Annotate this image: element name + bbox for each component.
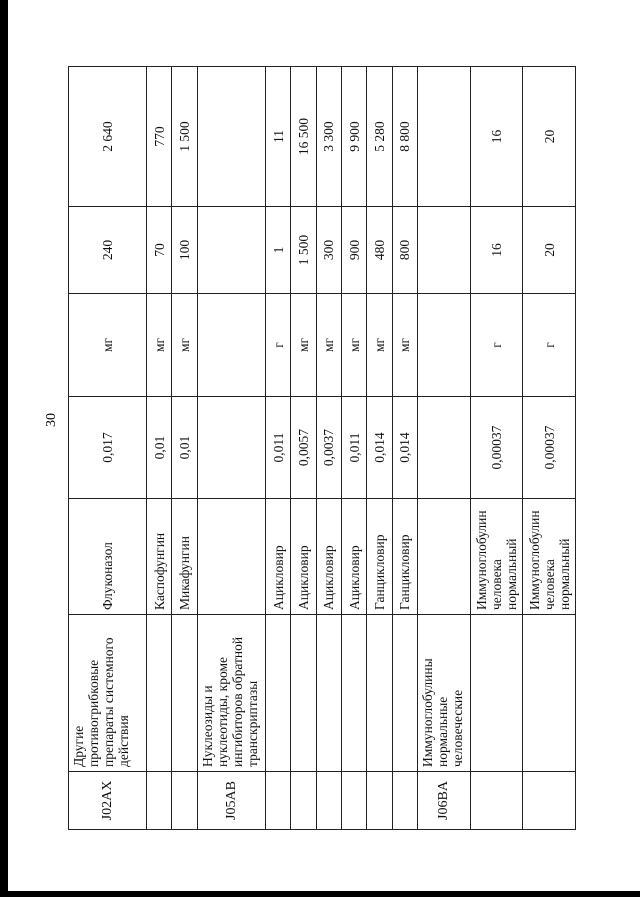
daily-dose-cell: 1 [266, 207, 291, 294]
drug-name-cell: Ганцикловир [367, 499, 392, 615]
drug-name-cell: Ацикловир [291, 499, 316, 615]
dose-value-cell: 0,017 [69, 397, 147, 499]
atc-code-cell [341, 772, 366, 830]
pharma-group-cell [266, 615, 291, 772]
course-dose-cell: 9 900 [341, 67, 366, 207]
drug-name-cell: Иммуноглобулин человека нормальный [523, 499, 576, 615]
daily-dose-cell [197, 207, 266, 294]
table-row [392, 67, 417, 830]
drug-name-cell [197, 499, 266, 615]
daily-dose-cell: 480 [367, 207, 392, 294]
dose-value-cell [417, 397, 470, 499]
dose-unit-cell: мг [392, 294, 417, 397]
scan-edge-left [0, 0, 8, 897]
course-dose-cell: 5 280 [367, 67, 392, 207]
daily-dose-cell: 100 [172, 207, 197, 294]
dose-unit-cell: мг [316, 294, 341, 397]
course-dose-cell: 1 500 [172, 67, 197, 207]
pharma-group-cell: Нуклеозиды и нуклеотиды, кроме ингибиторов обратной транскриптазы [197, 615, 266, 772]
daily-dose-cell: 16 [470, 207, 523, 294]
dose-value-cell: 0,0057 [291, 397, 316, 499]
dose-unit-cell: мг [147, 294, 172, 397]
dose-unit-cell [417, 294, 470, 397]
drug-name-cell: Каспофунгин [147, 499, 172, 615]
table-row [367, 67, 392, 830]
course-dose-cell: 770 [147, 67, 172, 207]
atc-code-cell [523, 772, 576, 830]
table-row [147, 67, 172, 830]
course-dose-cell: 11 [266, 67, 291, 207]
pharma-group-cell [367, 615, 392, 772]
table-row [341, 67, 366, 830]
table-row [291, 67, 316, 830]
dose-value-cell: 0,01 [172, 397, 197, 499]
pharma-group-cell: Другие противогрибковые препараты системного действия [69, 615, 147, 772]
drug-name-cell: Флуконазол [69, 499, 147, 615]
pharma-group-cell [470, 615, 523, 772]
dose-unit-cell: мг [367, 294, 392, 397]
atc-code-cell [316, 772, 341, 830]
table-row [470, 67, 523, 830]
table-body [69, 67, 576, 830]
dose-value-cell: 0,0037 [316, 397, 341, 499]
table-row [172, 67, 197, 830]
course-dose-cell: 20 [523, 67, 576, 207]
drug-name-cell [417, 499, 470, 615]
dose-value-cell: 0,011 [266, 397, 291, 499]
daily-dose-cell: 300 [316, 207, 341, 294]
scan-edge-bottom [0, 891, 640, 897]
rotated-table-container [68, 67, 576, 830]
course-dose-cell: 2 640 [69, 67, 147, 207]
drug-name-cell: Ацикловир [341, 499, 366, 615]
dose-unit-cell [197, 294, 266, 397]
dose-value-cell: 0,014 [392, 397, 417, 499]
daily-dose-cell: 1 500 [291, 207, 316, 294]
dose-unit-cell: мг [69, 294, 147, 397]
atc-code-cell [470, 772, 523, 830]
dose-value-cell: 0,00037 [470, 397, 523, 499]
daily-dose-cell: 800 [392, 207, 417, 294]
dose-unit-cell: г [523, 294, 576, 397]
dose-value-cell [197, 397, 266, 499]
dose-unit-cell: мг [341, 294, 366, 397]
pharma-group-cell [523, 615, 576, 772]
atc-code-cell [367, 772, 392, 830]
atc-code-cell [392, 772, 417, 830]
daily-dose-cell [417, 207, 470, 294]
drug-name-cell: Ганцикловир [392, 499, 417, 615]
pharma-group-cell [392, 615, 417, 772]
pharma-group-cell [172, 615, 197, 772]
daily-dose-cell: 20 [523, 207, 576, 294]
drug-name-cell: Ацикловир [316, 499, 341, 615]
atc-code-cell [147, 772, 172, 830]
atc-code-cell: J05AB [197, 772, 266, 830]
dose-unit-cell: г [470, 294, 523, 397]
drug-name-cell: Ацикловир [266, 499, 291, 615]
drug-name-cell: Иммуноглобулин человека нормальный [470, 499, 523, 615]
course-dose-cell: 8 800 [392, 67, 417, 207]
course-dose-cell [417, 67, 470, 207]
course-dose-cell: 16 [470, 67, 523, 207]
table-row [197, 67, 266, 830]
course-dose-cell: 3 300 [316, 67, 341, 207]
table-row [69, 67, 147, 830]
atc-code-cell: J06BA [417, 772, 470, 830]
dose-value-cell: 0,01 [147, 397, 172, 499]
dose-unit-cell: мг [172, 294, 197, 397]
dose-value-cell: 0,00037 [523, 397, 576, 499]
drug-table [68, 66, 576, 830]
atc-code-cell [172, 772, 197, 830]
atc-code-cell: J02AX [69, 772, 147, 830]
pharma-group-cell [147, 615, 172, 772]
pharma-group-cell [316, 615, 341, 772]
table-row [417, 67, 470, 830]
daily-dose-cell: 70 [147, 207, 172, 294]
dose-value-cell: 0,014 [367, 397, 392, 499]
atc-code-cell [291, 772, 316, 830]
pharma-group-cell [291, 615, 316, 772]
course-dose-cell: 16 500 [291, 67, 316, 207]
daily-dose-cell: 900 [341, 207, 366, 294]
dose-unit-cell: г [266, 294, 291, 397]
dose-value-cell: 0,011 [341, 397, 366, 499]
course-dose-cell [197, 67, 266, 207]
table-row [523, 67, 576, 830]
drug-name-cell: Микафунгин [172, 499, 197, 615]
atc-code-cell [266, 772, 291, 830]
daily-dose-cell: 240 [69, 207, 147, 294]
pharma-group-cell [341, 615, 366, 772]
table-row [316, 67, 341, 830]
table-row [266, 67, 291, 830]
dose-unit-cell: мг [291, 294, 316, 397]
page-number: 30 [44, 413, 59, 427]
pharma-group-cell: Иммуноглобулины нормальные человеческие [417, 615, 470, 772]
